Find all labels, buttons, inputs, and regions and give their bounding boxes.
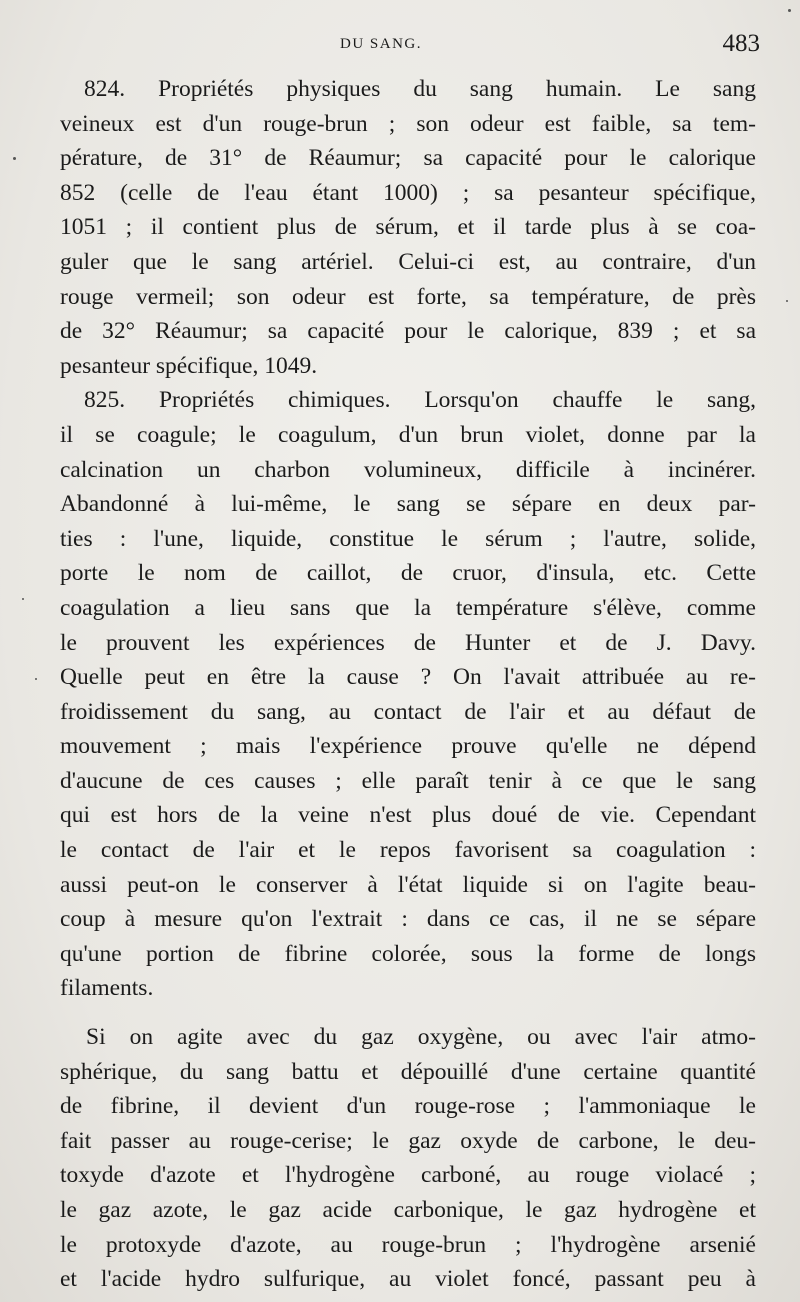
text-line: le prouvent les expériences de Hunter et de J. Davy. xyxy=(60,629,756,656)
text-line: rouge vermeil; son odeur est forte, sa température, de près xyxy=(60,283,756,310)
text-line: Abandonné à lui-même, le sang se sépare en deux par- xyxy=(60,491,756,518)
text-line: le contact de l'air et le repos favorisent sa coagulation : xyxy=(60,837,756,864)
text-line: filaments. xyxy=(60,975,154,1002)
paragraph-gap xyxy=(60,1006,756,1020)
text-line: guler que le sang artériel. Celui-ci est, au contraire, d'un xyxy=(60,248,756,275)
text-line: Si on agite avec du gaz oxygène, ou avec l'air atmo- xyxy=(86,1024,756,1051)
text-line: de fibrine, il devient d'un rouge-rose ; l'ammoniaque le xyxy=(60,1093,756,1120)
text-line: le protoxyde d'azote, au rouge-brun ; l'hydrogène arsenié xyxy=(60,1231,756,1258)
text-line: calcination un charbon volumineux, difficile à incinérer. xyxy=(60,456,756,483)
text-line: toxyde d'azote et l'hydrogène carboné, au rouge violacé ; xyxy=(60,1162,756,1189)
scan-speck xyxy=(786,300,788,302)
running-head: DU SANG. xyxy=(340,36,423,52)
body-text xyxy=(60,72,756,1297)
page-header xyxy=(0,30,800,64)
text-line: de 32° Réaumur; sa capacité pour le calorique, 839 ; et sa xyxy=(60,318,756,345)
text-line: coup à mesure qu'on l'extrait : dans ce cas, il ne se sépare xyxy=(60,906,756,933)
text-line: et l'acide hydro sulfurique, au violet foncé, passant peu à xyxy=(60,1266,756,1293)
paragraph-825 xyxy=(60,383,756,1006)
scan-speck xyxy=(35,678,37,680)
text-line: porte le nom de caillot, de cruor, d'insula, etc. Cette xyxy=(60,560,756,587)
text-line: 852 (celle de l'eau étant 1000) ; sa pesanteur spécifique, xyxy=(60,179,756,206)
text-line: sphérique, du sang battu et dépouillé d'une certaine quantité xyxy=(60,1058,756,1085)
text-line: d'aucune de ces causes ; elle paraît tenir à ce que le sang xyxy=(60,767,756,794)
text-line: coagulation a lieu sans que la température s'élève, comme xyxy=(60,594,756,621)
page-number: 483 xyxy=(722,30,760,57)
text-line: qui est hors de la veine n'est plus doué de vie. Cependant xyxy=(60,802,756,829)
text-line: il se coagule; le coagulum, d'un brun violet, donne par la xyxy=(60,421,756,448)
scan-speck xyxy=(22,598,24,600)
text-line: le gaz azote, le gaz acide carbonique, le gaz hydrogène et xyxy=(60,1197,756,1223)
text-line: aussi peut-on le conserver à l'état liquide si on l'agite beau- xyxy=(60,871,756,898)
text-line: 824. Propriétés physiques du sang humain. Le sang xyxy=(84,76,756,102)
text-line: fait passer au rouge-cerise; le gaz oxyde de carbone, le deu- xyxy=(60,1127,756,1154)
paragraph-gas-effects xyxy=(60,1020,756,1297)
text-line: qu'une portion de fibrine colorée, sous la forme de longs xyxy=(60,940,756,967)
paragraph-824 xyxy=(60,72,756,383)
text-line: 1051 ; il contient plus de sérum, et il tarde plus à se coa- xyxy=(60,214,756,241)
scan-speck xyxy=(13,157,16,160)
text-line: froidissement du sang, au contact de l'air et au défaut de xyxy=(60,698,756,725)
text-line: pérature, de 31° de Réaumur; sa capacité pour le calorique xyxy=(60,145,756,172)
text-line: mouvement ; mais l'expérience prouve qu'elle ne dépend xyxy=(60,733,756,760)
scan-speck xyxy=(788,9,791,12)
text-line: pesanteur spécifique, 1049. xyxy=(60,352,318,379)
text-line: Quelle peut en être la cause ? On l'avait attribuée au re- xyxy=(60,664,756,691)
text-line: ties : l'une, liquide, constitue le sérum ; l'autre, solide, xyxy=(60,525,756,552)
text-line: veineux est d'un rouge-brun ; son odeur est faible, sa tem- xyxy=(60,110,756,137)
text-line: 825. Propriétés chimiques. Lorsqu'on chauffe le sang, xyxy=(84,387,756,414)
